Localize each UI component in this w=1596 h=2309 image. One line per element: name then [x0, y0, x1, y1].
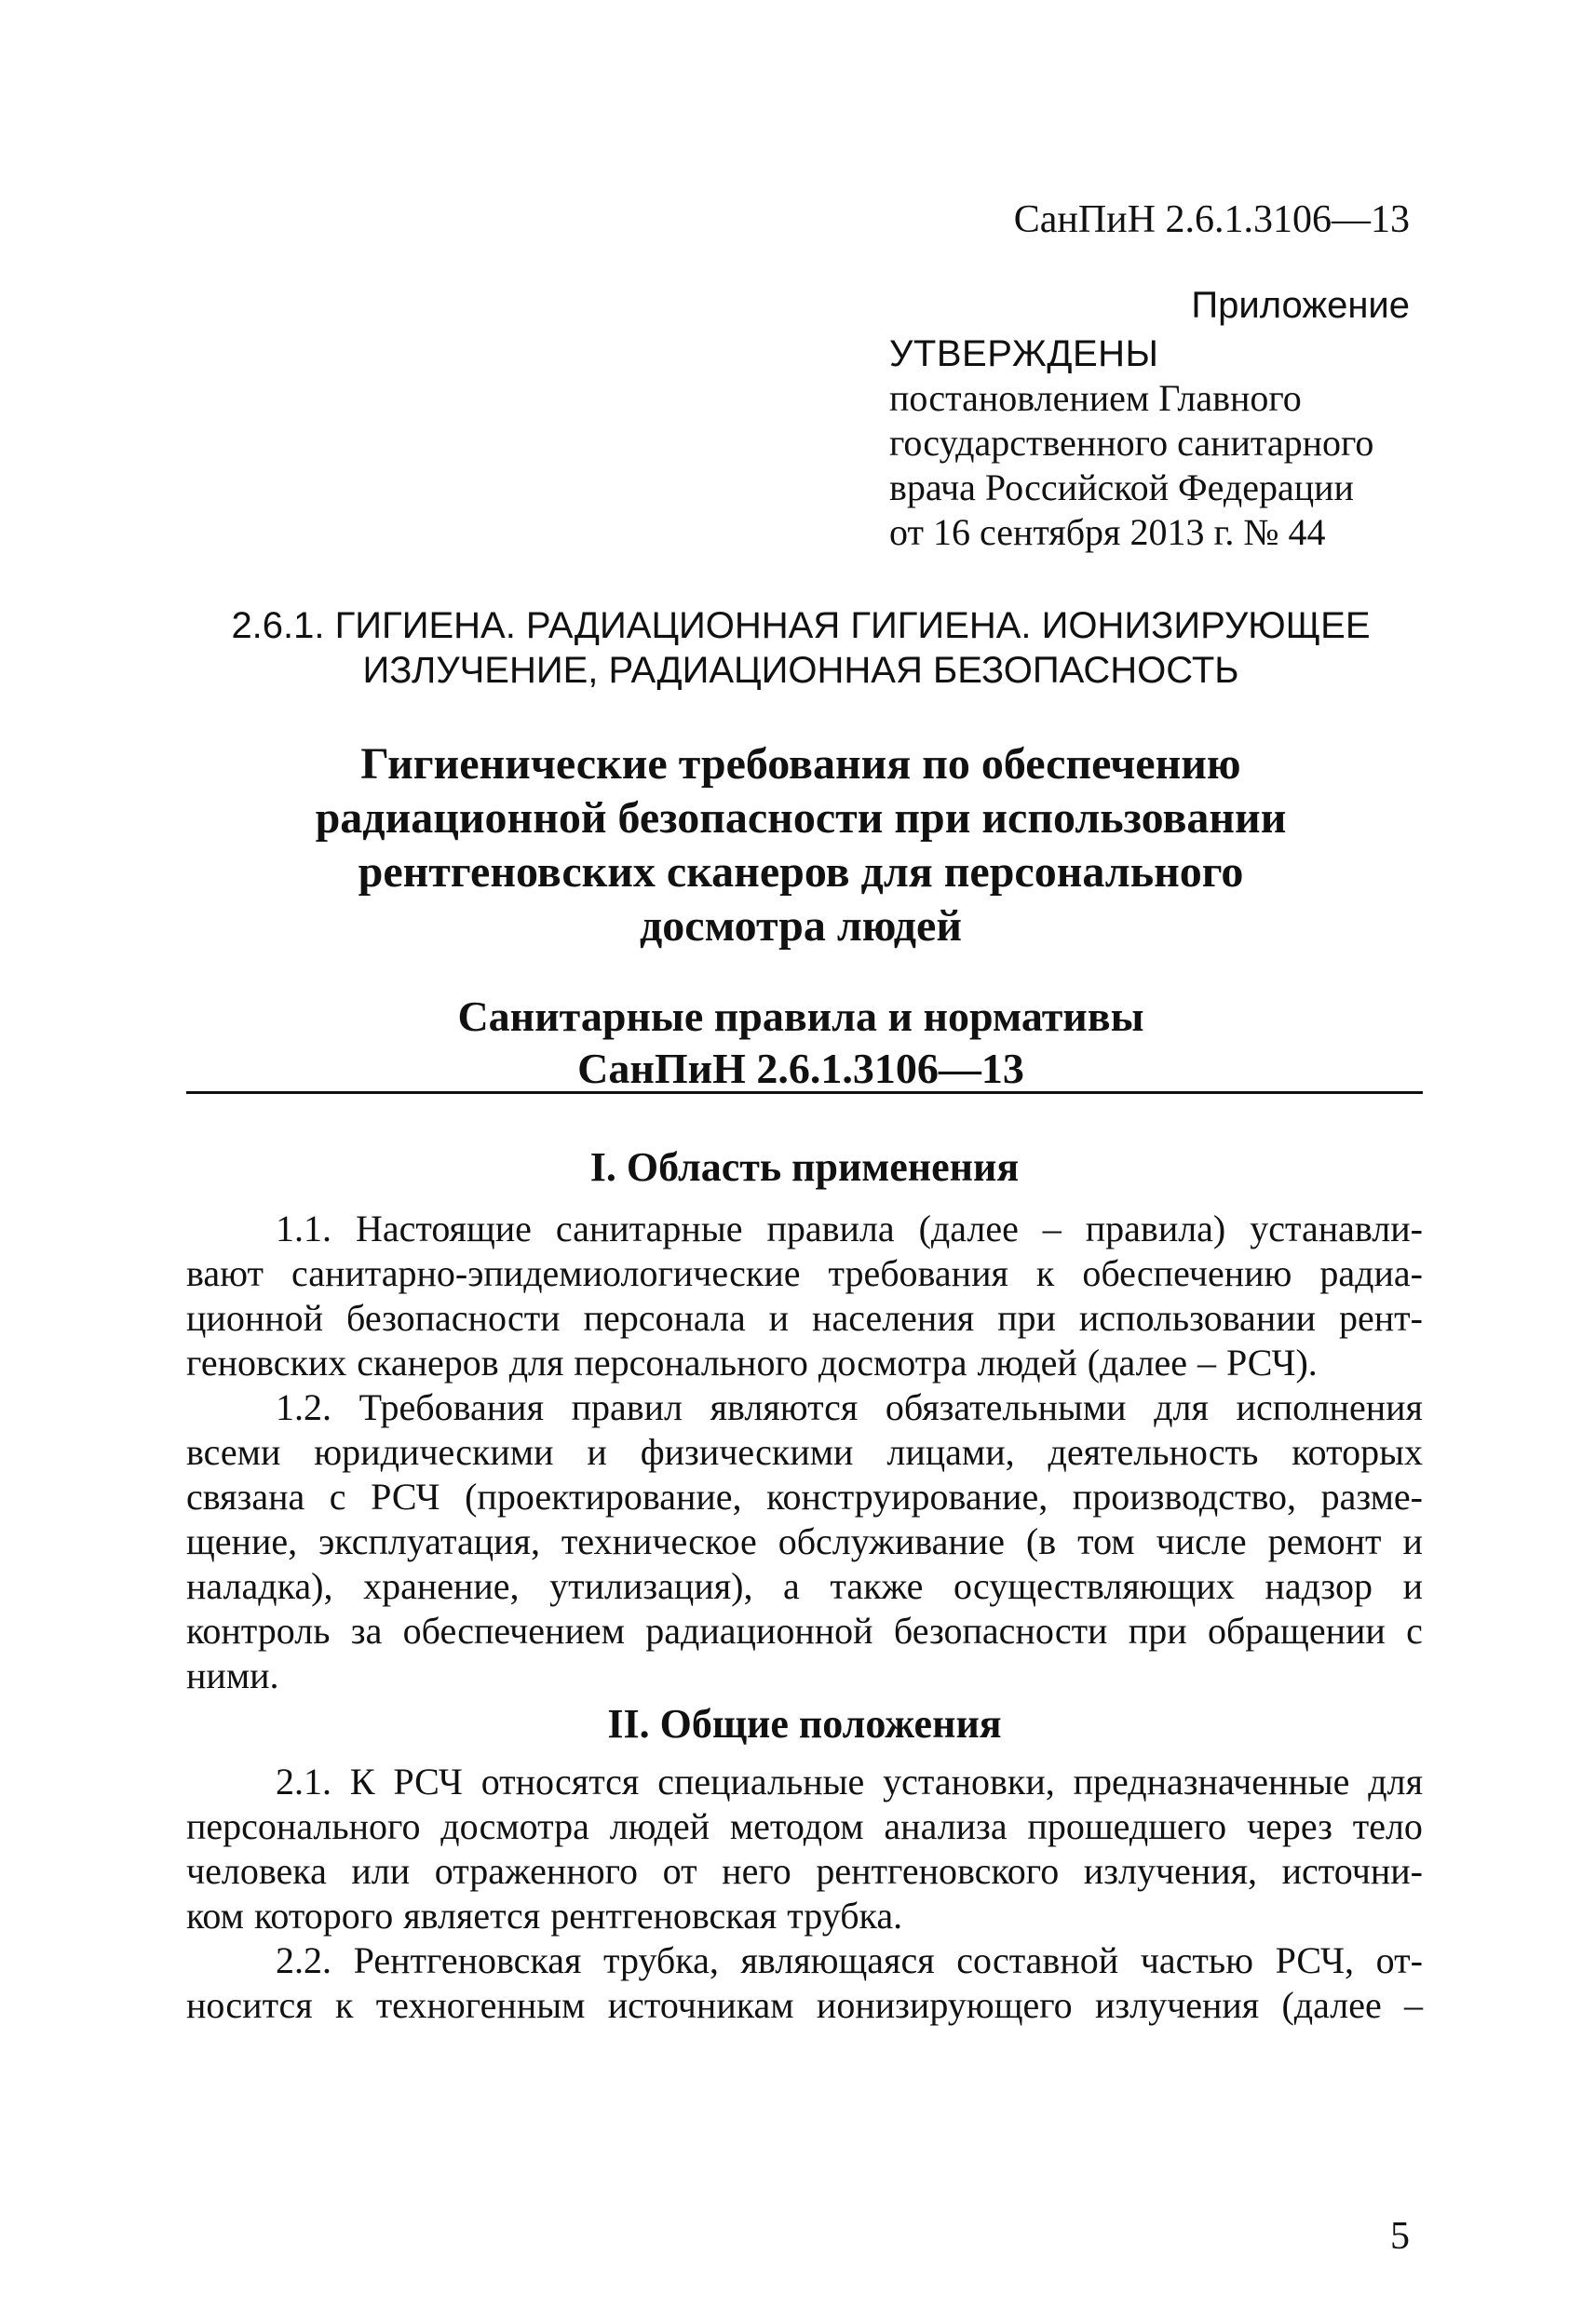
paragraph	[186, 1938, 1423, 2028]
word: которых	[1292, 1431, 1423, 1473]
title-line: Гигиенические требования по обеспечению	[360, 739, 1241, 789]
word: контроль	[186, 1610, 331, 1652]
word: для	[1368, 1761, 1423, 1803]
word: являющаяся	[740, 1939, 935, 1981]
word: ионизирующего	[816, 1984, 1073, 2026]
word: физическими	[640, 1431, 854, 1473]
word: радиационной	[645, 1610, 873, 1652]
text-line	[186, 1760, 1423, 1804]
word: методом	[729, 1805, 864, 1847]
word: досмотра	[440, 1805, 589, 1847]
paragraph	[186, 1385, 1423, 1698]
word: правила)	[1085, 1208, 1226, 1249]
word: при	[1128, 1610, 1187, 1652]
word: обязательными	[885, 1386, 1127, 1428]
title-line: радиационной безопасности при использовании	[315, 793, 1287, 843]
word: лицами,	[886, 1431, 1015, 1473]
word: техническое	[561, 1520, 757, 1562]
word: при	[997, 1297, 1056, 1339]
text-line	[186, 1654, 1423, 1698]
word: рентгеновского	[816, 1850, 1060, 1892]
word: санитарные	[555, 1208, 743, 1249]
title-divider	[186, 1091, 1423, 1094]
word: Настоящие	[355, 1208, 532, 1249]
word: через	[1246, 1805, 1332, 1847]
title-line: рентгеновских сканеров для персонального	[358, 847, 1244, 897]
word: относятся	[480, 1761, 640, 1803]
word: к	[334, 1984, 354, 2026]
word: хранение,	[363, 1565, 520, 1607]
classification-heading	[177, 603, 1425, 693]
word: щение,	[186, 1520, 298, 1562]
word: трубка,	[603, 1939, 719, 1981]
text-line	[186, 1564, 1423, 1609]
word: а	[783, 1565, 800, 1607]
word: конструирование,	[766, 1476, 1048, 1518]
word: источникам	[607, 1984, 794, 2026]
word: прошедшего	[1027, 1805, 1227, 1847]
word: (в	[1025, 1520, 1057, 1562]
word: человека	[186, 1850, 327, 1892]
word: (далее	[1281, 1984, 1382, 2026]
text-line	[186, 1296, 1423, 1341]
word: или	[351, 1850, 411, 1892]
word: анализа	[884, 1805, 1008, 1847]
word: обращении	[1207, 1610, 1386, 1652]
word: К	[349, 1761, 375, 1803]
text-line	[186, 1207, 1423, 1251]
word: безопасности	[346, 1297, 561, 1339]
section-heading: I. Область применения	[589, 1144, 1020, 1190]
paragraph	[186, 1207, 1423, 1385]
text-line	[186, 1849, 1423, 1894]
text-line	[186, 1251, 1423, 1296]
word: разме-	[1320, 1476, 1423, 1518]
text-line	[186, 1894, 1423, 1938]
word: безопасности	[893, 1610, 1108, 1652]
word: наладка),	[186, 1565, 333, 1607]
word: правила	[766, 1208, 895, 1249]
word: и	[768, 1297, 790, 1339]
word: вают	[186, 1252, 264, 1294]
word: санитарно-эпидемиологические	[291, 1252, 801, 1294]
word: –	[1404, 1984, 1423, 2026]
document-title	[186, 737, 1415, 953]
word: (далее	[918, 1208, 1019, 1249]
word: установки,	[883, 1761, 1055, 1803]
word: ком	[186, 1895, 244, 1937]
word: ремонт	[1267, 1520, 1382, 1562]
word: числе	[1156, 1520, 1247, 1562]
text-line	[186, 1385, 1423, 1430]
word: досмотра	[818, 1342, 967, 1384]
approval-block	[889, 331, 1373, 555]
word: излучения,	[1083, 1850, 1258, 1892]
word: РСЧ	[393, 1761, 463, 1803]
approval-title: УТВЕРЖДЕНЫ	[889, 333, 1159, 374]
text-line	[186, 1341, 1423, 1385]
word: производство,	[1072, 1476, 1297, 1518]
word: него	[722, 1850, 791, 1892]
word: населения	[812, 1297, 975, 1339]
word: 2.2.	[276, 1939, 331, 1981]
word: специальные	[657, 1761, 865, 1803]
word: людей	[977, 1342, 1077, 1384]
word: излучения	[1094, 1984, 1260, 2026]
word: отраженного	[434, 1850, 639, 1892]
word: ционной	[186, 1297, 324, 1339]
document-subtitle	[186, 991, 1415, 1095]
word: рентгеновская	[550, 1895, 778, 1937]
word: том	[1077, 1520, 1135, 1562]
paragraph	[186, 1760, 1423, 1938]
word: –	[1197, 1342, 1217, 1384]
word: людей	[609, 1805, 710, 1847]
word: 1.1.	[276, 1208, 331, 1249]
word: также	[830, 1565, 924, 1607]
appendix-label: Приложение	[1191, 285, 1410, 326]
word: правил	[571, 1386, 683, 1428]
classification-line: ИЗЛУЧЕНИЕ, РАДИАЦИОННАЯ БЕЗОПАСНОСТЬ	[362, 650, 1239, 691]
word: для	[1154, 1386, 1209, 1428]
approval-line: от 16 сентября 2013 г. № 44	[889, 511, 1326, 553]
word: техногенным	[375, 1984, 586, 2026]
word: составной	[956, 1939, 1119, 1981]
word: для	[508, 1342, 564, 1384]
word: геновских	[186, 1342, 347, 1384]
word: утилизация),	[549, 1565, 753, 1607]
word: надзор	[1265, 1565, 1373, 1607]
approval-line: врача Российской Федерации	[889, 466, 1354, 508]
word: Рентгеновская	[353, 1939, 582, 1981]
word: к	[1035, 1252, 1055, 1294]
word: (проектирование,	[465, 1476, 742, 1518]
approval-line: постановлением Главного	[889, 377, 1302, 419]
word: рент-	[1339, 1297, 1423, 1339]
word: РСЧ).	[1226, 1342, 1318, 1384]
word: которого	[253, 1895, 394, 1937]
text-line	[186, 1475, 1423, 1519]
word: Требования	[358, 1386, 544, 1428]
word: и	[587, 1431, 607, 1473]
subtitle-line: Санитарные правила и нормативы	[457, 992, 1144, 1040]
word: с	[329, 1476, 346, 1518]
word: радиа-	[1319, 1252, 1423, 1294]
text-line	[186, 1519, 1423, 1564]
word: предназначенные	[1073, 1761, 1350, 1803]
word: обеспечению	[1082, 1252, 1292, 1294]
word: персонального	[186, 1805, 421, 1847]
word: юридическими	[314, 1431, 554, 1473]
word: осуществляющих	[954, 1565, 1235, 1607]
title-line: досмотра людей	[640, 901, 962, 951]
word: исполнения	[1236, 1386, 1423, 1428]
word: связана	[186, 1476, 305, 1518]
word: эксплуатация,	[318, 1520, 540, 1562]
word: требования	[828, 1252, 1008, 1294]
word: использовании	[1078, 1297, 1317, 1339]
text-line	[186, 1983, 1423, 2028]
word: от	[662, 1850, 697, 1892]
classification-line: 2.6.1. ГИГИЕНА. РАДИАЦИОННАЯ ГИГИЕНА. ИОНИЗИРУЮЩЕЕ	[231, 605, 1371, 646]
approval-line: государственного санитарного	[889, 422, 1374, 464]
word: 1.2.	[276, 1386, 331, 1428]
word: источни-	[1281, 1850, 1423, 1892]
word: от-	[1375, 1939, 1423, 1981]
word: за	[350, 1610, 383, 1652]
word: является	[403, 1895, 541, 1937]
text-line	[186, 1938, 1423, 1983]
word: являются	[710, 1386, 859, 1428]
word: устанавли-	[1250, 1208, 1423, 1249]
word: частью	[1140, 1939, 1253, 1981]
word: персонального	[574, 1342, 808, 1384]
word: 2.1.	[276, 1761, 331, 1803]
text-line	[186, 1609, 1423, 1654]
word: обслуживание	[778, 1520, 1005, 1562]
text-line	[186, 1804, 1423, 1849]
text-line	[186, 1430, 1423, 1475]
word: персонала	[583, 1297, 746, 1339]
word: РСЧ,	[1275, 1939, 1355, 1981]
word: (далее	[1087, 1342, 1188, 1384]
word: деятельность	[1048, 1431, 1259, 1473]
word: обеспечением	[402, 1610, 625, 1652]
word: и	[1402, 1520, 1423, 1562]
section-heading: II. Общие положения	[607, 1701, 1002, 1747]
word: тело	[1352, 1805, 1423, 1847]
page-number: 5	[1390, 2215, 1410, 2258]
word: с	[1406, 1610, 1423, 1652]
word: РСЧ	[371, 1476, 440, 1518]
word: трубка.	[787, 1895, 903, 1937]
document-code: СанПиН 2.6.1.3106—13	[1013, 198, 1410, 241]
word: всеми	[186, 1431, 281, 1473]
word: –	[1042, 1208, 1062, 1249]
subtitle-line: СанПиН 2.6.1.3106—13	[577, 1045, 1024, 1092]
word: носится	[186, 1984, 313, 2026]
word: сканеров	[357, 1342, 499, 1384]
word: и	[1402, 1565, 1423, 1607]
word: ними.	[186, 1654, 279, 1696]
